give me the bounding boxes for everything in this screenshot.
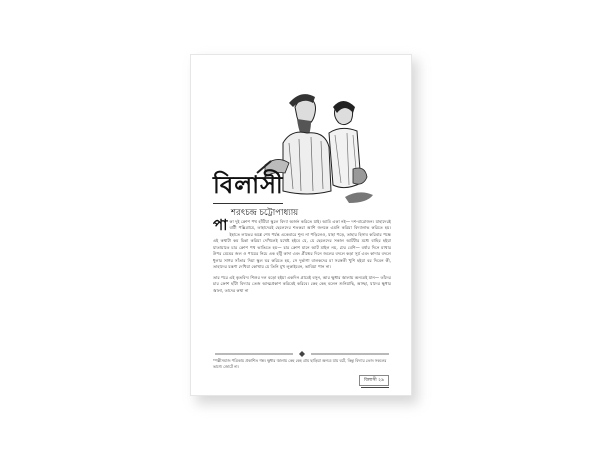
story-body <box>213 216 391 298</box>
title-rule <box>213 203 283 204</box>
author-name: শরৎচন্দ্র চট্টোপাধ্যায় <box>231 208 299 218</box>
divider-ornament <box>215 351 389 357</box>
page-number: বিলাসী ২৯ <box>359 375 389 386</box>
story-title: বিলাসী <box>213 171 284 199</box>
book-page <box>190 54 412 396</box>
paragraph-2: তার পরে এই কৃতবিদ্য শিশুর দল বড়ো হইয়া একদিন গ্রামেই বসুন, আর ক্ষুধার জ্বালায় অন্যত্রই যান— তাঁদের চার ক্রোশ হাঁটা বিদ্যার তেজ আত্মপ্রকাশ করিবেই করিবে। কেহ কেহ বলেন শুনিয়াছি, আচ্ছা, যাদের ক্ষুধার জ্বালা, তাদের কথা না <box>213 274 391 293</box>
page-number-rule <box>361 387 389 388</box>
footnote: *পল্লীসমাজ পত্রিকায় প্রকাশিত গল্প। ক্ষুধার জ্বালায় কেহ কেহ গ্রাম ছাড়িয়া অন্যত্র যায় বটে, কিন্তু বিদ্যার তেজ সকলের ভাগ্যে জোটে না। <box>213 358 387 369</box>
paragraph-1-text: কা দুই ক্রোশ পথ হাঁটিয়া স্কুলে বিদ্যা অর্জন করিতে যাই। আমি একা নই— দশ-বারোজন। যাহাদেরই বাটী পল্লিগ্রামে, তাহাদেরই ছেলেদের শতকরা আশি জনকে এমনি করিয়া বিদ্যালাভ করিতে হয়। ইহাতে লাভের অঙ্কে শেষ পর্যন্ত একেবারে শূন্য না পড়িলেও, যাহা পড়ে, তাহার হিসাব করিবার পক্ষে এই কথাটা কম চিন্তা করিয়া দেখিলেই যথেষ্ট হইবে যে, যে ছেলেদের সকাল আটটার মধ্যে বাহির হইয়া যাতায়াতে চার ক্রোশ পথ ভাঙিতে হয়— চার ক্রোশ মানে আট মাইল নয়, ঢের বেশি— বর্ষার দিনে মাথার উপর মেঘের জল ও পায়ের নিচে এক হাঁটু কাদা এবং গ্রীষ্মের দিনে জলের বদলে কড়া সূর্য এবং কাদার বদলে ধুলার সাগর সাঁতার দিয়া স্কুল ঘর করিতে হয়, সে দুর্ভাগা বালকদের মা সরস্বতী খুশি হইয়া বর দিবেন কী, তাহাদের যন্ত্রণা দেখিয়া কোথায় যে তিনি মুখ লুকাইবেন, ভাবিয়া পান না। <box>213 219 391 270</box>
paragraph-1 <box>213 216 391 271</box>
drop-cap: পা <box>213 216 228 234</box>
